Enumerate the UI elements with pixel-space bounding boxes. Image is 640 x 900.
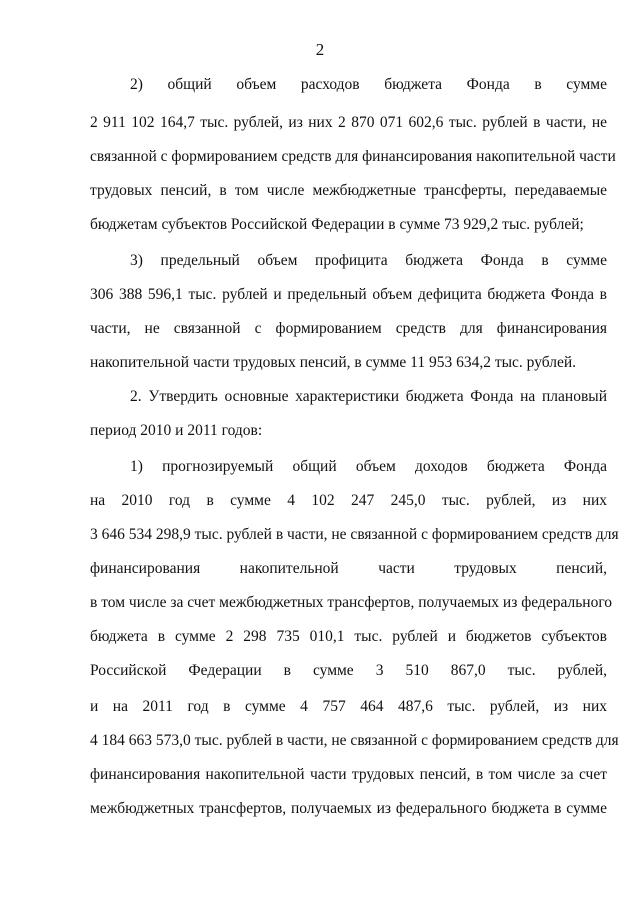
text-line: 2) общий объем расходов бюджета Фонда в сумме — [130, 76, 607, 93]
text-line: накопительной части трудовых пенсий, в сумме 11 953 634,2 тыс. рублей. — [90, 354, 577, 371]
text-line: части, не связанной с формированием средств для финансирования — [90, 320, 607, 337]
text-line: 306 388 596,1 тыс. рублей и предельный объем дефицита бюджета Фонда в — [90, 286, 607, 303]
text-line: период 2010 и 2011 годов: — [90, 422, 263, 439]
text-line: связанной с формированием средств для финансирования накопительной части — [90, 148, 616, 165]
text-line: бюджетам субъектов Российской Федерации в сумме 73 929,2 тыс. рублей; — [90, 216, 584, 233]
text-line: 3 646 534 298,9 тыс. рублей в части, не связанной с формированием средств для — [90, 526, 619, 543]
text-line: 4 184 663 573,0 тыс. рублей в части, не связанной с формированием средств для — [90, 732, 619, 749]
text-line: 1) прогнозируемый общий объем доходов бюджета Фонда — [130, 458, 607, 475]
text-line: 2 911 102 164,7 тыс. рублей, из них 2 870 071 602,6 тыс. рублей в части, не — [90, 114, 607, 131]
text-line: финансирования накопительной части трудовых пенсий, — [90, 560, 607, 577]
text-line: в том числе за счет межбюджетных трансфертов, получаемых из федерального — [90, 594, 613, 611]
text-line: 2. Утвердить основные характеристики бюджета Фонда на плановый — [130, 388, 607, 405]
text-line: Российской Федерации в сумме 3 510 867,0 тыс. рублей, — [90, 662, 607, 679]
page-number: 2 — [315, 40, 325, 59]
text-line: и на 2011 год в сумме 4 757 464 487,6 тыс. рублей, из них — [90, 698, 607, 715]
text-line: 3) предельный объем профицита бюджета Фонда в сумме — [130, 252, 607, 269]
text-line: бюджета в сумме 2 298 735 010,1 тыс. рублей и бюджетов субъектов — [90, 628, 607, 645]
text-line: финансирования накопительной части трудовых пенсий, в том числе за счет — [90, 766, 607, 783]
text-line: межбюджетных трансфертов, получаемых из федерального бюджета в сумме — [90, 800, 607, 817]
text-line: на 2010 год в сумме 4 102 247 245,0 тыс. рублей, из них — [90, 492, 607, 509]
text-line: трудовых пенсий, в том числе межбюджетные трансферты, передаваемые — [90, 182, 607, 199]
